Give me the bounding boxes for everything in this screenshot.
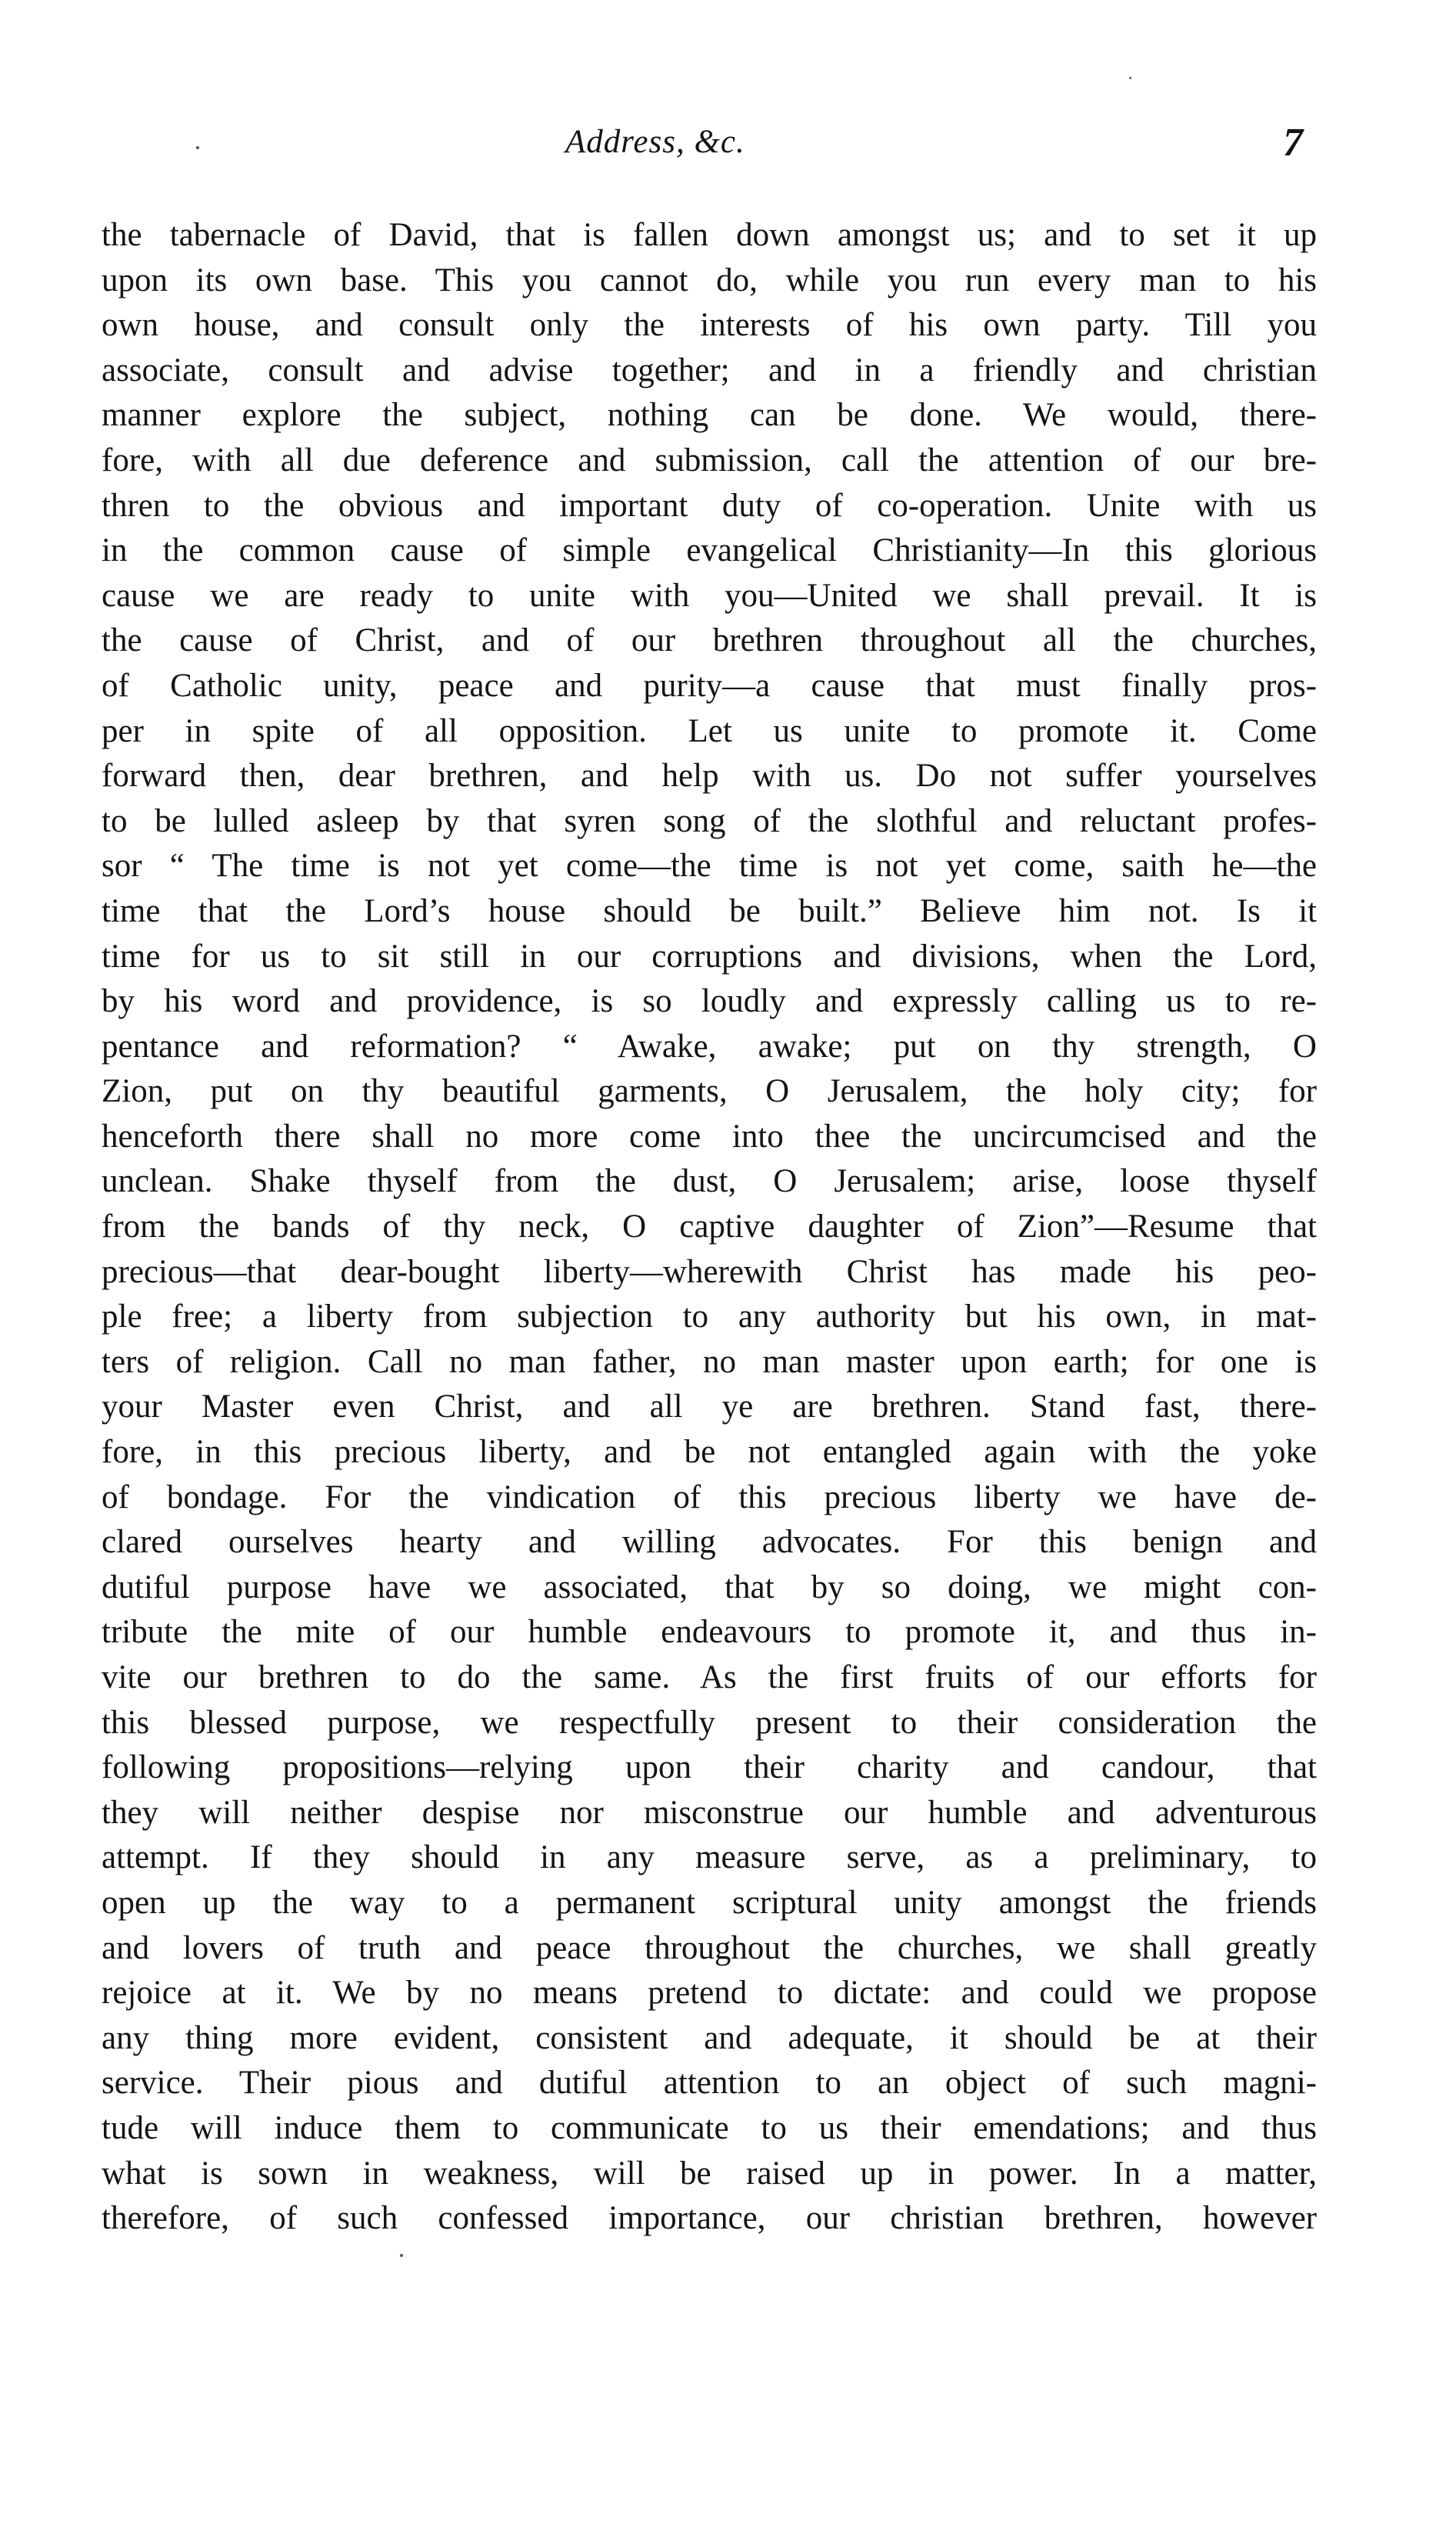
text-line: by his word and providence, is so loudly and expressly calling us to re- bbox=[102, 983, 1317, 1020]
text-line: time for us to sit still in our corruptions and divisions, when the Lord, bbox=[102, 938, 1317, 975]
text-line: ple free; a liberty from subjection to any authority but his own, in mat- bbox=[102, 1299, 1317, 1335]
text-line: time that the Lord’s house should be built.” Believe him not. Is it bbox=[102, 892, 1317, 929]
text-line: your Master even Christ, and all ye are brethren. Stand fast, there- bbox=[102, 1389, 1317, 1425]
text-line: they will neither despise nor misconstrue our humble and adventurous bbox=[102, 1794, 1317, 1831]
text-line: what is sown in weakness, will be raised up in power. In a matter, bbox=[102, 2155, 1317, 2192]
running-head: Address, &c. bbox=[565, 124, 745, 160]
text-line: fore, with all due deference and submission, call the attention of our bre- bbox=[102, 442, 1317, 478]
text-line: of bondage. For the vindication of this precious liberty we have de- bbox=[102, 1479, 1317, 1515]
page-number: 7 bbox=[1283, 121, 1303, 165]
ink-speck bbox=[400, 2254, 403, 2257]
text-line: to be lulled asleep by that syren song of the slothful and reluctant profes- bbox=[102, 802, 1317, 839]
text-line: from the bands of thy neck, O captive daughter of Zion”—Resume that bbox=[102, 1208, 1317, 1245]
text-line: thren to the obvious and important duty of co-operation. Unite with us bbox=[102, 487, 1317, 524]
text-line: henceforth there shall no more come into thee the uncircumcised and the bbox=[102, 1118, 1317, 1155]
text-line: fore, in this precious liberty, and be not entangled again with the yoke bbox=[102, 1434, 1317, 1471]
text-line: clared ourselves hearty and willing advocates. For this benign and bbox=[102, 1524, 1317, 1561]
text-line: rejoice at it. We by no means pretend to dictate: and could we propose bbox=[102, 1975, 1317, 2012]
text-line: ters of religion. Call no man father, no man master upon earth; for one is bbox=[102, 1343, 1317, 1380]
ink-speck bbox=[1129, 77, 1131, 79]
text-line: any thing more evident, consistent and adequate, it should be at their bbox=[102, 2019, 1317, 2056]
text-line: this blessed purpose, we respectfully present to their consideration the bbox=[102, 1704, 1317, 1741]
text-line: the cause of Christ, and of our brethren throughout all the churches, bbox=[102, 622, 1317, 659]
text-line: therefore, of such confessed importance, our christian brethren, however bbox=[102, 2200, 1317, 2237]
text-line: Zion, put on thy beautiful garments, O Jerusalem, the holy city; for bbox=[102, 1073, 1317, 1110]
text-line: dutiful purpose have we associated, that by so doing, we might con- bbox=[102, 1569, 1317, 1605]
text-line: precious—that dear-bought liberty—wherewith Christ has made his peo- bbox=[102, 1253, 1317, 1290]
text-line: tude will induce them to communicate to us their emendations; and thus bbox=[102, 2109, 1317, 2146]
text-line: forward then, dear brethren, and help with us. Do not suffer yourselves bbox=[102, 758, 1317, 795]
ink-speck bbox=[196, 146, 199, 149]
text-line: cause we are ready to unite with you—United we shall prevail. It is bbox=[102, 577, 1317, 614]
text-line: upon its own base. This you cannot do, while you run every man to his bbox=[102, 262, 1317, 298]
text-line: the tabernacle of David, that is fallen down amongst us; and to set it up bbox=[102, 217, 1317, 253]
text-line: sor “ The time is not yet come—the time is not yet come, saith he—the bbox=[102, 848, 1317, 885]
text-line: tribute the mite of our humble endeavours to promote it, and thus in- bbox=[102, 1614, 1317, 1651]
text-line: unclean. Shake thyself from the dust, O Jerusalem; arise, loose thyself bbox=[102, 1163, 1317, 1200]
text-line: and lovers of truth and peace throughout the churches, we shall greatly bbox=[102, 1929, 1317, 1966]
text-line: service. Their pious and dutiful attention to an object of such magni- bbox=[102, 2065, 1317, 2102]
text-line: pentance and reformation? “ Awake, awake; put on thy strength, O bbox=[102, 1028, 1317, 1065]
text-line: manner explore the subject, nothing can be done. We would, there- bbox=[102, 397, 1317, 434]
text-line: vite our brethren to do the same. As the first fruits of our efforts for bbox=[102, 1659, 1317, 1695]
text-line: associate, consult and advise together; and in a friendly and christian bbox=[102, 352, 1317, 388]
body-text bbox=[102, 213, 1317, 2242]
text-line: in the common cause of simple evangelical Christianity—In this glorious bbox=[102, 532, 1317, 569]
text-line: per in spite of all opposition. Let us unite to promote it. Come bbox=[102, 712, 1317, 749]
text-line: of Catholic unity, peace and purity—a cause that must finally pros- bbox=[102, 667, 1317, 704]
text-line: open up the way to a permanent scriptural unity amongst the friends bbox=[102, 1884, 1317, 1921]
page-header bbox=[0, 123, 1456, 169]
text-line: own house, and consult only the interests of his own party. Till you bbox=[102, 307, 1317, 344]
text-line: following propositions—relying upon their charity and candour, that bbox=[102, 1749, 1317, 1786]
text-line: attempt. If they should in any measure serve, as a preliminary, to bbox=[102, 1839, 1317, 1876]
